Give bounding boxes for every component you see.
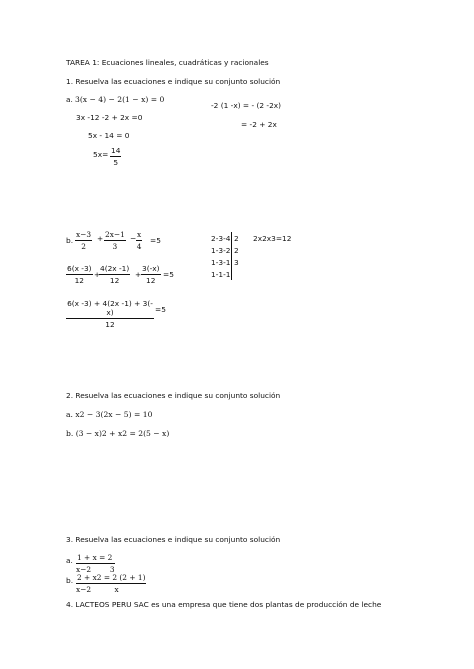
fraction-denominator: x−2 3 [76,565,115,574]
problem-1b-r2-rhs: =5 [155,305,166,314]
fraction-numerator: 1 + x = 2 [76,553,115,564]
problem-1b-r1-rhs: =5 [163,270,174,279]
problem-3a-fraction [76,553,115,574]
table-left-cell: 1-3-1 [211,258,231,267]
minus-sign: − [130,234,137,243]
problem-2a: a. x2 − 3(2x − 5) = 10 [66,410,153,419]
table-left-cell: 1-1-1 [211,270,231,279]
table-right-cell: 2 [234,246,239,255]
table-left-cell: 1-3-2 [211,246,231,255]
problem-1b-fraction-1 [75,230,92,251]
fraction-denominator: 2 [81,242,86,251]
fraction-numerator: 2 + x2 = 2 (2 + 1) [77,573,146,582]
problem-1b-fraction-2 [104,230,126,251]
problem-1b-label: b. [66,236,74,245]
table-left-cell: 2-3-4 [211,234,231,243]
problem-1a-side-step2: = -2 + 2x [241,120,277,129]
fraction-numerator: x−3 [76,230,92,239]
fraction-denominator: 4 [136,242,142,251]
problem-1a-side-step1: -2 (1 -x) = - (2 -2x) [211,101,282,110]
fraction-denominator: 12 [105,320,115,329]
section-3-heading: 3. Resuelva las ecuaciones e indique su conjunto solución [66,535,281,544]
problem-1a-step3-fraction [110,146,121,167]
problem-3b-label: b. [66,576,74,585]
plus-sign: + [97,234,104,243]
problem-1a-label: a. [66,95,73,104]
plus-sign: + [94,270,101,279]
problem-3b-fraction [76,573,146,594]
fraction-denominator: 5 [113,158,119,167]
fraction-denominator: 12 [146,276,156,285]
fraction-denominator: 12 [109,276,120,285]
problem-1a-equation: 3(x − 4) − 2(1 − x) = 0 [75,95,165,104]
table-note: 2x2x3=12 [253,234,292,243]
problem-1b-r1-fraction-1 [66,264,93,285]
table-divider [231,232,232,280]
plus-sign: + [135,270,142,279]
fraction-denominator: 3 [112,242,118,251]
section-1-heading: 1. Resuelva las ecuaciones e indique su conjunto solución [66,77,281,86]
fraction-numerator: 6(x -3) + 4(2x -1) + 3(-x) [67,299,153,317]
document-title: TAREA 1: Ecuaciones lineales, cuadráticas y racionales [66,58,269,67]
fraction-numerator: 3(-x) [142,264,160,273]
section-2-heading: 2. Resuelva las ecuaciones e indique su conjunto solución [66,391,281,400]
fraction-numerator: 14 [111,146,121,155]
problem-1b-r1-fraction-2 [99,264,130,285]
problem-1b-r2-fraction [66,299,154,329]
fraction-denominator: 12 [74,276,84,285]
fraction-numerator: x [137,230,142,239]
problem-1b-fraction-3 [136,230,142,251]
section-4-heading: 4. LACTEOS PERU SAC es una empresa que tiene dos plantas de producción de leche [66,600,382,609]
table-right-cell: 2 [234,234,239,243]
fraction-numerator: 4(2x -1) [100,264,130,273]
fraction-numerator: 2x−1 [105,230,125,239]
problem-1b-rhs: =5 [150,236,161,245]
problem-1a-step3-left: 5x= [93,150,109,159]
fraction-denominator: x−2 x [76,585,119,594]
problem-2b: b. (3 − x)2 + x2 = 2(5 − x) [66,429,170,438]
problem-1b-r1-fraction-3 [141,264,161,285]
problem-3a-label: a. [66,556,73,565]
table-right-cell: 3 [234,258,239,267]
problem-1a-step2: 5x - 14 = 0 [88,131,130,140]
fraction-numerator: 6(x -3) [67,264,92,273]
problem-1a-step1: 3x -12 -2 + 2x =0 [76,113,143,122]
